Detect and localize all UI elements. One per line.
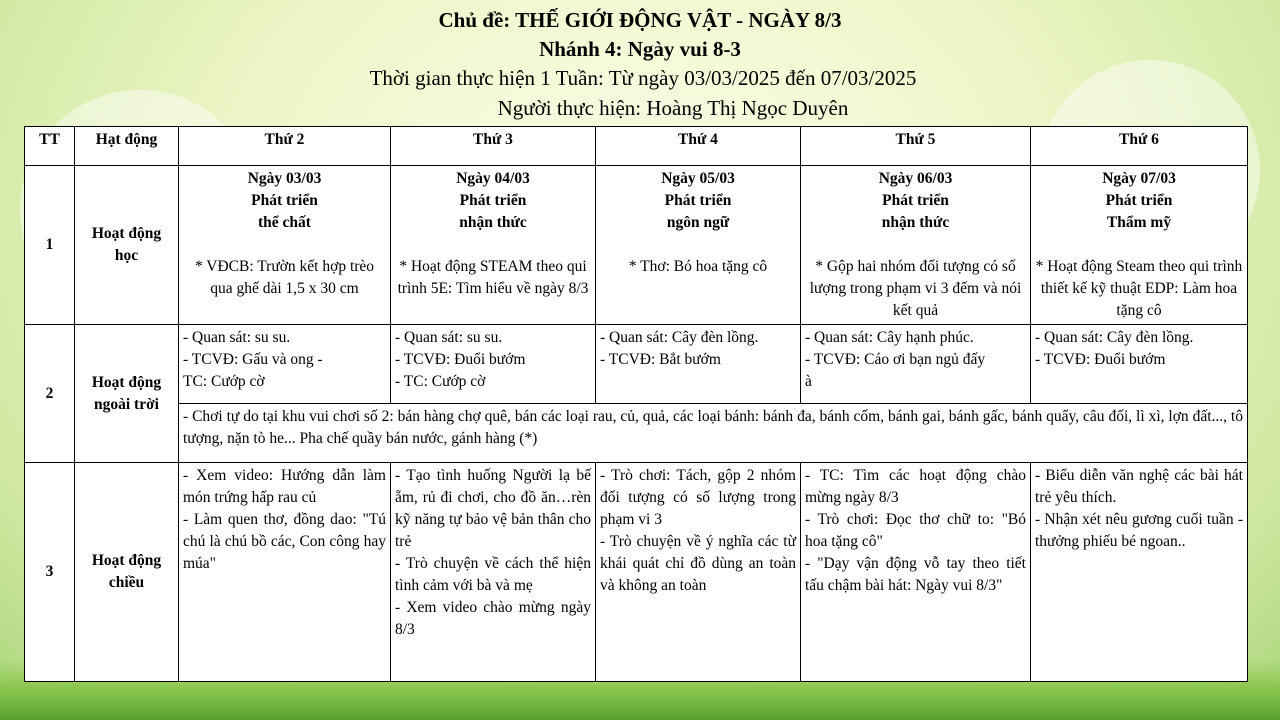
cell-line: - Trò chơi: Tách, gộp 2 nhóm đối tượng có số lượng trong phạm vi 3 (600, 467, 796, 528)
cell-line: - TC: Tìm các hoạt động chào mừng ngày 8/3 (805, 467, 1026, 506)
cell-line: - Làm quen thơ, đồng dao: "Tú chú là chú bồ các, Con công hay múa" (183, 511, 386, 572)
day-domain: thể chất (258, 214, 311, 231)
day-cell (179, 166, 391, 325)
cell-line: - TCVĐ: Đuổi bướm (1035, 351, 1166, 368)
day-date: Ngày 03/03 (247, 170, 322, 187)
day-cell (1031, 325, 1248, 404)
day-cell (391, 463, 596, 682)
day-date: Ngày 04/03 (456, 170, 530, 187)
cell-line: à (805, 373, 812, 390)
day-cell (1031, 166, 1248, 325)
day-activity: * Thơ: Bó hoa tặng cô (628, 258, 768, 275)
cell-line: - Trò chuyện về ý nghĩa các từ khái quát chỉ đồ dùng an toàn và không an toàn (600, 533, 796, 594)
day-domain: nhận thức (881, 214, 950, 231)
day-date: Ngày 05/03 (661, 170, 735, 187)
cell-line: - TCVĐ: Đuổi bướm (395, 351, 526, 368)
cell-line: - TC: Cướp cờ (395, 373, 486, 390)
cell-line: - Xem video chào mừng ngày 8/3 (395, 599, 591, 638)
cell-line: - TCVĐ: Bắt bướm (600, 351, 721, 368)
day-activity: * VĐCB: Trườn kết hợp trèo qua ghế dài 1,5 x 30 cm (194, 258, 375, 297)
cell-line: - Nhận xét nêu gương cuối tuần - thưởng phiếu bé ngoan.. (1035, 511, 1243, 550)
table-header-row (25, 127, 1248, 166)
cell-line: - Tạo tình huống Người lạ bế ẵm, rủ đi chơi, cho đồ ăn…rèn kỹ năng tự bảo vệ bản thân cho trẻ (395, 467, 591, 550)
theme-title: Chủ đề: THẾ GIỚI ĐỘNG VẬT - NGÀY 8/3 (438, 8, 842, 32)
day-activity: * Hoạt động Steam theo qui trình thiết kế kỹ thuật EDP: Làm hoa tặng cô (1035, 258, 1243, 319)
day-cell (596, 325, 801, 404)
table-row (25, 463, 1248, 682)
day-cell (391, 166, 596, 325)
activity-name: Hoạt động học (75, 166, 179, 325)
col-header-monday: Thứ 2 (179, 127, 391, 166)
col-header-tuesday: Thứ 3 (391, 127, 596, 166)
day-cell (801, 166, 1031, 325)
day-date: Ngày 06/03 (878, 170, 953, 187)
cell-line: - TCVĐ: Cáo ơi bạn ngủ đấy (805, 351, 986, 368)
table-row (25, 404, 1248, 463)
table-row (25, 325, 1248, 404)
col-header-activity: Hạt động (75, 127, 179, 166)
day-domain: Thẩm mỹ (1106, 214, 1172, 231)
day-cell (179, 463, 391, 682)
day-domain: ngôn ngữ (666, 214, 730, 231)
cell-line: - Trò chuyện về cách thể hiện tình cảm với bà và mẹ (395, 555, 591, 594)
day-cell (179, 325, 391, 404)
cell-line: - Quan sát: su su. (395, 329, 503, 346)
cell-line: - Xem video: Hướng dẫn làm món trứng hấp rau củ (183, 467, 386, 506)
activity-name: Hoạt động chiều (75, 463, 179, 682)
col-header-tt: TT (25, 127, 75, 166)
row-number: 1 (25, 166, 75, 325)
cell-line: TC: Cướp cờ (183, 373, 265, 390)
cell-line: - Biểu diễn văn nghệ các bài hát trẻ yêu thích. (1035, 467, 1243, 506)
day-cell (391, 325, 596, 404)
cell-line: - "Dạy vận động vỗ tay theo tiết tấu chậm bài hát: Ngày vui 8/3" (805, 555, 1026, 594)
day-cell (801, 325, 1031, 404)
author-line: Người thực hiện: Hoàng Thị Ngọc Duyên (497, 96, 849, 120)
cell-line: - Quan sát: su su. (183, 329, 291, 346)
row-number: 2 (25, 325, 75, 463)
day-activity: * Hoạt động STEAM theo qui trình 5E: Tìm hiểu về ngày 8/3 (397, 258, 589, 297)
table-row (25, 166, 1248, 325)
day-domain: nhận thức (459, 214, 527, 231)
cell-line: - Quan sát: Cây đèn lồng. (1035, 329, 1194, 346)
day-cell (596, 463, 801, 682)
day-cell (1031, 463, 1248, 682)
day-domain: Phát triển (882, 192, 949, 209)
day-domain: Phát triển (251, 192, 318, 209)
cell-line: - Trò chơi: Đọc thơ chữ to: "Bó hoa tặng cô" (805, 511, 1026, 550)
day-cell (801, 463, 1031, 682)
schedule-period: Thời gian thực hiện 1 Tuần: Từ ngày 03/03/2025 đến 07/03/2025 (369, 66, 917, 90)
day-domain: Phát triển (1105, 192, 1173, 209)
branch-title: Nhánh 4: Ngày vui 8-3 (539, 37, 741, 61)
row-number: 3 (25, 463, 75, 682)
day-date: Ngày 07/03 (1102, 170, 1176, 187)
cell-line: - Quan sát: Cây hạnh phúc. (805, 329, 974, 346)
shared-activity-cell: - Chơi tự do tại khu vui chơi số 2: bán hàng chợ quê, bán các loại rau, củ, quả, các loại bánh: bánh đa, bánh cốm, bánh gai, bánh gấc, bánh quẩy, câu đối, lì xì, lợn đất..., tô tượng, nặn tò he... Pha chế quầy bán nước, gánh hàng (*) (179, 404, 1248, 463)
day-domain: Phát triển (459, 192, 527, 209)
activity-name: Hoạt động ngoài trời (75, 325, 179, 463)
cell-line: - TCVĐ: Gấu và ong - (183, 351, 323, 368)
cell-line: - Quan sát: Cây đèn lồng. (600, 329, 759, 346)
day-domain: Phát triển (664, 192, 732, 209)
col-header-friday: Thứ 6 (1031, 127, 1248, 166)
weekly-plan-table (24, 126, 1248, 682)
col-header-wednesday: Thứ 4 (596, 127, 801, 166)
day-activity: * Gộp hai nhóm đối tượng có số lượng trong phạm vi 3 đếm và nói kết quả (809, 258, 1022, 319)
day-cell (596, 166, 801, 325)
col-header-thursday: Thứ 5 (801, 127, 1031, 166)
